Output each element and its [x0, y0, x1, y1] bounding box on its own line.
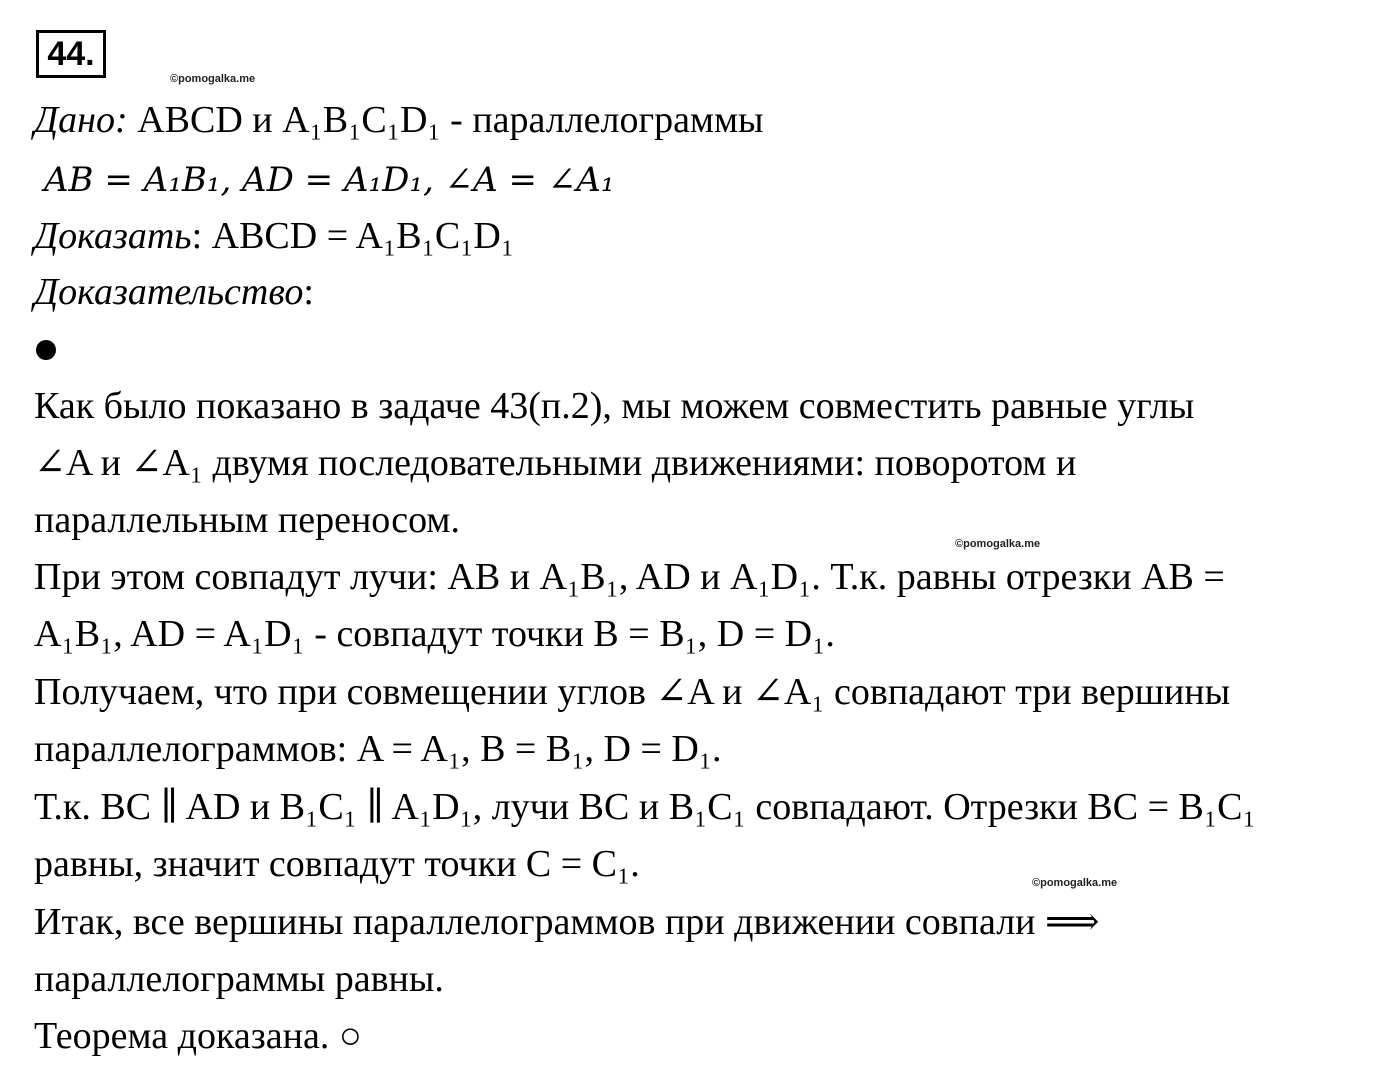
bullet-icon	[36, 340, 56, 360]
prove-text: : ABCD = A₁B₁C₁D₁	[191, 215, 515, 257]
proof-line-9: равны, значит совпадут точки C = C₁.	[34, 843, 640, 885]
proof-line-2: ∠A и ∠A₁ двумя последовательными движениями: поворотом и	[34, 442, 1077, 484]
prove-line	[34, 212, 514, 260]
proof-line-7: параллелограммов: A = A₁, B = B₁, D = D₁.	[34, 728, 722, 770]
proof-line-10: Итак, все вершины параллелограммов при движении совпали ⟹	[34, 901, 1100, 943]
watermark: ©pomogalka.me	[170, 73, 256, 85]
problem-number: 44.	[36, 30, 106, 78]
proof-line-4: При этом совпадут лучи: AB и A₁B₁, AD и A₁D₁. Т.к. равны отрезки AB =	[34, 556, 1225, 598]
proof-line-12: Теорема доказана. ○	[34, 1015, 362, 1057]
proof-line-1: Как было показано в задаче 43(п.2), мы можем совместить равные углы	[34, 385, 1195, 427]
proof-line-5: A₁B₁, AD = A₁D₁ - совпадут точки B = B₁, D = D₁.	[34, 613, 835, 655]
watermark: ©pomogalka.me	[955, 538, 1041, 550]
given-conditions: AB = A₁B₁, AD = A₁D₁, ∠A = ∠A₁	[44, 160, 615, 200]
proof-heading	[34, 268, 314, 316]
proof-colon: :	[303, 271, 314, 313]
watermark: ©pomogalka.me	[1032, 877, 1118, 889]
proof-label: Доказательство	[34, 271, 304, 313]
given-label: Дано:	[34, 99, 128, 141]
prove-label: Доказать	[34, 215, 192, 257]
proof-line-3: параллельным переносом.	[34, 499, 460, 541]
proof-line-8: Т.к. BC ∥ AD и B₁C₁ ∥ A₁D₁, лучи BC и B₁C₁ совпадают. Отрезки BC = B₁C₁	[34, 786, 1256, 828]
given-text: ABCD и A₁B₁C₁D₁ - параллелограммы	[137, 99, 764, 141]
proof-line-6: Получаем, что при совмещении углов ∠A и ∠A₁ совпадают три вершины	[34, 671, 1231, 713]
proof-line-11: параллелограммы равны.	[34, 958, 444, 1000]
given-line	[34, 96, 764, 144]
